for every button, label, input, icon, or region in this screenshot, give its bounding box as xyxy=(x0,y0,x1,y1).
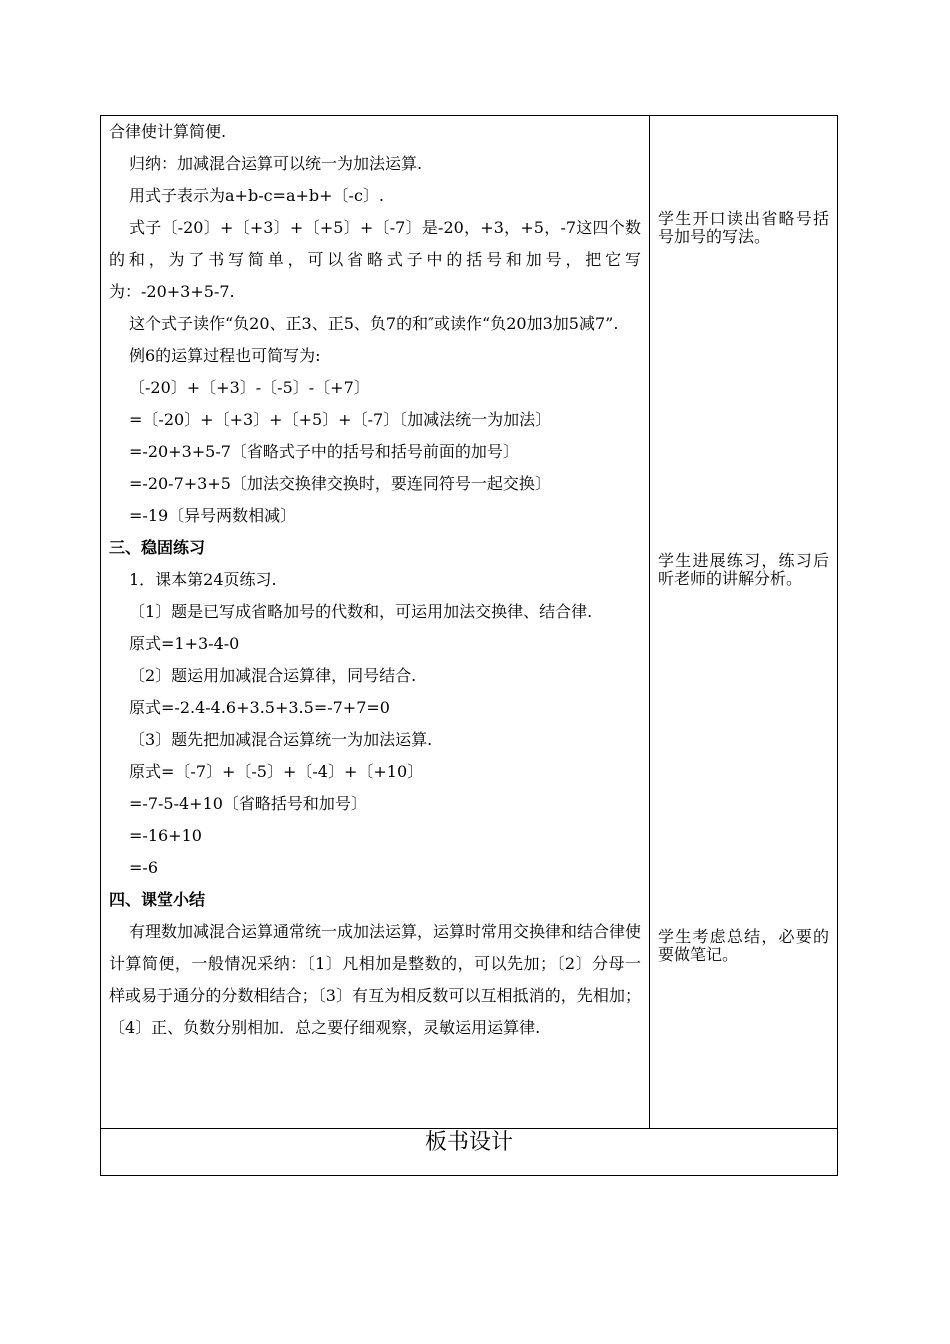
board-row xyxy=(101,1129,838,1176)
content-row xyxy=(101,116,838,1129)
teaching-content-cell xyxy=(101,116,650,1129)
exercise-line: =-7-5-4+10〔省略括号和加号〕 xyxy=(129,794,367,813)
exercise-line: =-16+10 xyxy=(129,826,202,845)
exercise-line: 1．课本第24页练习. xyxy=(129,570,277,589)
example-line: =-20-7+3+5〔加法交换律交换时，要连同符号一起交换〕 xyxy=(129,474,551,493)
paragraph-reading: 这个式子读作“负20、正3、正5、负7的和″或读作“负20加3加5减7”. xyxy=(129,314,619,333)
student-activity-cell xyxy=(650,116,838,1129)
exercise-paragraph: 〔1〕题是已写成省略加号的代数和，可运用加法交换律、结合律. xyxy=(129,602,593,621)
example-line: =-20+3+5-7〔省略式子中的括号和括号前面的加号〕 xyxy=(129,442,519,461)
student-note: 学生开口读出省略号括号加号的写法。 xyxy=(658,209,829,246)
text-line: 用式子表示为a+b-c=a+b+〔-c〕. xyxy=(129,186,385,205)
summary-paragraph: 有理数加减混合运算通常统一成加法运算，运算时常用交换律和结合律使计算简便，一般情况采纳：〔1〕凡相加是整数的，可以先加；〔2〕分母一样或易于通分的分数相结合；〔3〕有互为相反数可以互相抵消的，先相加；〔4〕正、负数分别相加．总之要仔细观察，灵敏运用运算律. xyxy=(109,922,642,1037)
student-note: 学生考虑总结，必要的要做笔记。 xyxy=(658,927,829,964)
exercise-line: 〔2〕题运用加减混合运算律，同号结合. xyxy=(129,666,417,685)
section-heading: 三、稳固练习 xyxy=(109,538,206,557)
text-line: 合律使计算简便. xyxy=(109,122,227,141)
example-line: 〔-20〕+〔+3〕-〔-5〕-〔+7〕 xyxy=(129,378,370,397)
section-heading: 四、课堂小结 xyxy=(109,890,206,909)
student-note: 学生进展练习，练习后听老师的讲解分析。 xyxy=(658,551,829,588)
example-line: =-19〔异号两数相减〕 xyxy=(129,506,297,525)
exercise-line: 原式=1+3-4-0 xyxy=(129,634,240,653)
paragraph-expression: 式子〔-20〕+〔+3〕+〔+5〕+〔-7〕是-20，+3，+5，-7这四个数的和，为了书写简单，可以省略式子中的括号和加号，把它写为：-20+3+5-7. xyxy=(109,218,641,301)
exercise-line: =-6 xyxy=(129,858,158,877)
board-design-title: 板书设计 xyxy=(424,1130,513,1155)
exercise-line: 原式=-2.4-4.6+3.5+3.5=-7+7=0 xyxy=(129,698,390,717)
board-design-cell xyxy=(101,1129,838,1176)
exercise-line: 原式=〔-7〕+〔-5〕+〔-4〕+〔+10〕 xyxy=(129,762,424,781)
example-line: =〔-20〕+〔+3〕+〔+5〕+〔-7〕〔加减法统一为加法〕 xyxy=(129,410,552,429)
teaching-content xyxy=(101,116,649,1054)
example-line: 例6的运算过程也可简写为: xyxy=(129,346,321,365)
exercise-line: 〔3〕题先把加减混合运算统一为加法运算. xyxy=(129,730,433,749)
text-line: 归纳：加减混合运算可以统一为加法运算. xyxy=(129,154,423,173)
lesson-table xyxy=(100,115,838,1176)
